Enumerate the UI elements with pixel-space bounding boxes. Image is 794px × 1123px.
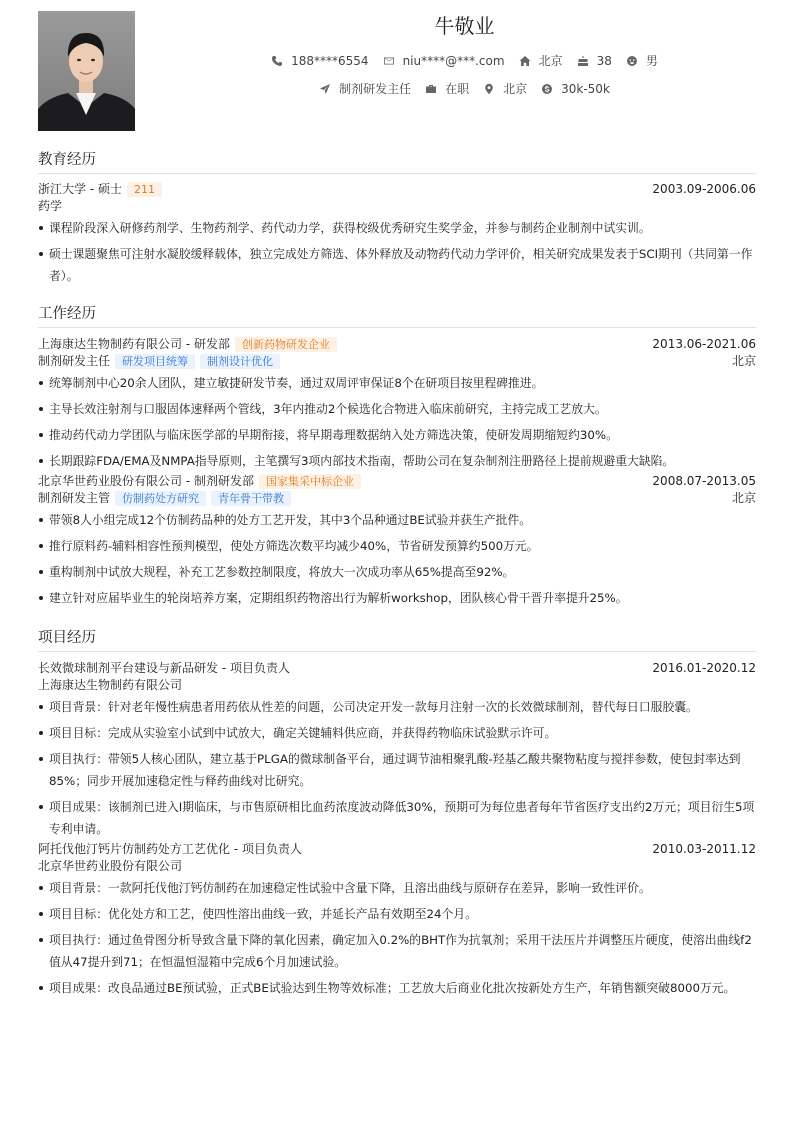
target-city-value: 北京 — [503, 82, 528, 96]
role-line — [38, 490, 756, 507]
work-dates: 2013.06-2021.06 — [652, 337, 756, 351]
list-item: 项目成果：该制剂已进入I期临床，与市售原研相比血药浓度波动降低30%，预期可为每位患者每年节省医疗支出约2万元；项目衍生5项专利申请。 — [38, 796, 756, 840]
project-bullets — [38, 877, 756, 999]
section-title: 工作经历 — [38, 305, 756, 328]
briefcase-icon — [425, 83, 437, 95]
company-name: 上海康达生物制药有限公司 - 研发部 — [38, 337, 230, 351]
age-value: 38 — [596, 53, 612, 68]
company-line — [38, 336, 756, 353]
education-dates: 2003.09-2006.06 — [652, 182, 756, 196]
status-item — [425, 80, 469, 97]
section-title: 教育经历 — [38, 151, 756, 174]
profile-photo — [38, 11, 135, 131]
list-item: 硕士课题聚焦可注射水凝胶缓释载体，独立完成处方筛选、体外释放及动物药代动力学评价，相关研究成果发表于SCI期刊（共同第一作者）。 — [38, 243, 756, 287]
education-section — [38, 151, 756, 287]
list-item: 建立针对应届毕业生的轮岗培养方案，定期组织药物溶出行为解析workshop，团队核心骨干晋升率提升25%。 — [38, 587, 756, 609]
phone-item — [271, 54, 368, 68]
target-position-value: 制剂研发主任 — [339, 82, 412, 96]
city-value: 北京 — [538, 54, 563, 68]
major-line — [38, 198, 756, 215]
list-item: 项目背景：一款阿托伐他汀钙仿制药在加速稳定性试验中含量下降，且溶出曲线与原研存在差异，影响一致性评价。 — [38, 877, 756, 899]
list-item: 课程阶段深入研修药剂学、生物药剂学、药代动力学，获得校级优秀研究生奖学金，并参与制药企业制剂中试实训。 — [38, 217, 756, 239]
list-item: 长期跟踪FDA/EMA及NMPA指导原则，主笔撰写3项内部技术指南，帮助公司在复杂制剂注册路径上提前规避重大缺陷。 — [38, 450, 756, 472]
age-item — [577, 54, 612, 68]
role-tag: 制剂设计优化 — [200, 354, 280, 369]
list-item: 项目成果：改良品通过BE预试验，正式BE试验达到生物等效标准；工艺放大后商业化批次按新处方生产，年销售额突破8000万元。 — [38, 977, 756, 999]
work-bullets — [38, 372, 756, 472]
email-item — [383, 54, 505, 68]
role-tag: 青年骨干带教 — [211, 491, 291, 506]
target-city-item — [483, 80, 527, 97]
company-tag: 创新药物研发企业 — [235, 337, 337, 352]
list-item: 项目执行：带领5人核心团队，建立基于PLGA的微球制备平台，通过调节油相聚乳酸-羟基乙酸共聚物粘度与搅拌参数，使包封率达到85%；同步开展加速稳定性与释药曲线对比研究。 — [38, 748, 756, 792]
list-item: 推行原料药-辅料相容性预判模型，使处方筛选次数平均减少40%，节省研发预算约500万元。 — [38, 535, 756, 557]
email-value: niu****@***.com — [402, 53, 505, 68]
gender-item — [626, 52, 658, 69]
city-item — [519, 52, 563, 69]
company-name: 北京华世药业股份有限公司 - 制剂研发部 — [38, 474, 254, 488]
list-item: 主导长效注射剂与口服固体速释两个管线，3年内推动2个候选化合物进入临床前研究，主持完成工艺放大。 — [38, 398, 756, 420]
send-icon — [319, 83, 331, 95]
face-icon — [626, 55, 638, 67]
contact-info-row — [135, 52, 794, 69]
project-company-line — [38, 677, 756, 694]
target-position-item — [319, 80, 411, 97]
salary-item — [541, 82, 610, 96]
money-icon — [541, 83, 553, 95]
location-pin-icon — [483, 83, 495, 95]
salary-value: 30k-50k — [561, 81, 610, 96]
school-tag: 211 — [127, 182, 162, 197]
job-intent-row — [135, 80, 794, 97]
mail-icon — [383, 55, 395, 67]
list-item: 项目执行：通过鱼骨图分析导致含量下降的氧化因素，确定加入0.2%的BHT作为抗氧剂；采用干法压片并调整压片硬度，使溶出曲线f2值从47提升到71；在恒温恒湿箱中完成6个月加速试验。 — [38, 929, 756, 973]
work-entry — [38, 336, 756, 472]
role-name: 制剂研发主管 — [38, 491, 111, 505]
phone-value: 188****6554 — [291, 53, 369, 68]
project-name: 长效微球制剂平台建设与新品研发 - 项目负责人 — [38, 661, 290, 675]
home-icon — [519, 55, 531, 67]
education-bullets — [38, 217, 756, 287]
role-name: 制剂研发主任 — [38, 354, 111, 368]
project-dates: 2010.03-2011.12 — [652, 842, 756, 856]
work-location: 北京 — [731, 354, 756, 368]
gender-value: 男 — [645, 54, 658, 68]
school-line — [38, 181, 756, 198]
cake-icon — [577, 55, 589, 67]
projects-section — [38, 629, 756, 999]
phone-icon — [271, 55, 283, 67]
education-entry — [38, 181, 756, 287]
work-entry — [38, 473, 756, 609]
list-item: 项目目标：优化处方和工艺，使四性溶出曲线一致，并延长产品有效期至24个月。 — [38, 903, 756, 925]
list-item: 统筹制剂中心20余人团队，建立敏捷研发节奏，通过双周评审保证8个在研项目按里程碑推进。 — [38, 372, 756, 394]
project-company-line — [38, 858, 756, 875]
project-bullets — [38, 696, 756, 840]
project-company: 上海康达生物制药有限公司 — [38, 678, 183, 692]
project-dates: 2016.01-2020.12 — [652, 661, 756, 675]
major-name: 药学 — [38, 199, 63, 213]
candidate-name: 牛敬业 — [434, 14, 495, 38]
project-entry — [38, 660, 756, 840]
list-item: 项目背景：针对老年慢性病患者用药依从性差的问题，公司决定开发一款每月注射一次的长效微球制剂，替代每日口服胶囊。 — [38, 696, 756, 718]
project-name-line — [38, 841, 756, 858]
project-name-line — [38, 660, 756, 677]
list-item: 项目目标：完成从实验室小试到中试放大，确定关键辅料供应商，并获得药物临床试验默示许可。 — [38, 722, 756, 744]
work-dates: 2008.07-2013.05 — [652, 474, 756, 488]
project-company: 北京华世药业股份有限公司 — [38, 859, 183, 873]
role-tag: 仿制药处方研究 — [115, 491, 206, 506]
company-line — [38, 473, 756, 490]
work-location: 北京 — [731, 491, 756, 505]
list-item: 推动药代动力学团队与临床医学部的早期衔接，将早期毒理数据纳入处方筛选决策，使研发周期缩短约30%。 — [38, 424, 756, 446]
project-entry — [38, 841, 756, 999]
project-name: 阿托伐他汀钙片仿制药处方工艺优化 - 项目负责人 — [38, 842, 302, 856]
work-bullets — [38, 509, 756, 609]
school-name: 浙江大学 - 硕士 — [38, 182, 122, 196]
status-value: 在职 — [445, 82, 470, 96]
role-tag: 研发项目统筹 — [115, 354, 195, 369]
role-line — [38, 353, 756, 370]
list-item: 重构制剂中试放大规程，补充工艺参数控制限度，将放大一次成功率从65%提高至92%。 — [38, 561, 756, 583]
company-tag: 国家集采中标企业 — [259, 474, 361, 489]
section-title: 项目经历 — [38, 629, 756, 652]
work-section — [38, 305, 756, 609]
list-item: 带领8人小组完成12个仿制药品种的处方工艺开发，其中3个品种通过BE试验并获生产批件。 — [38, 509, 756, 531]
